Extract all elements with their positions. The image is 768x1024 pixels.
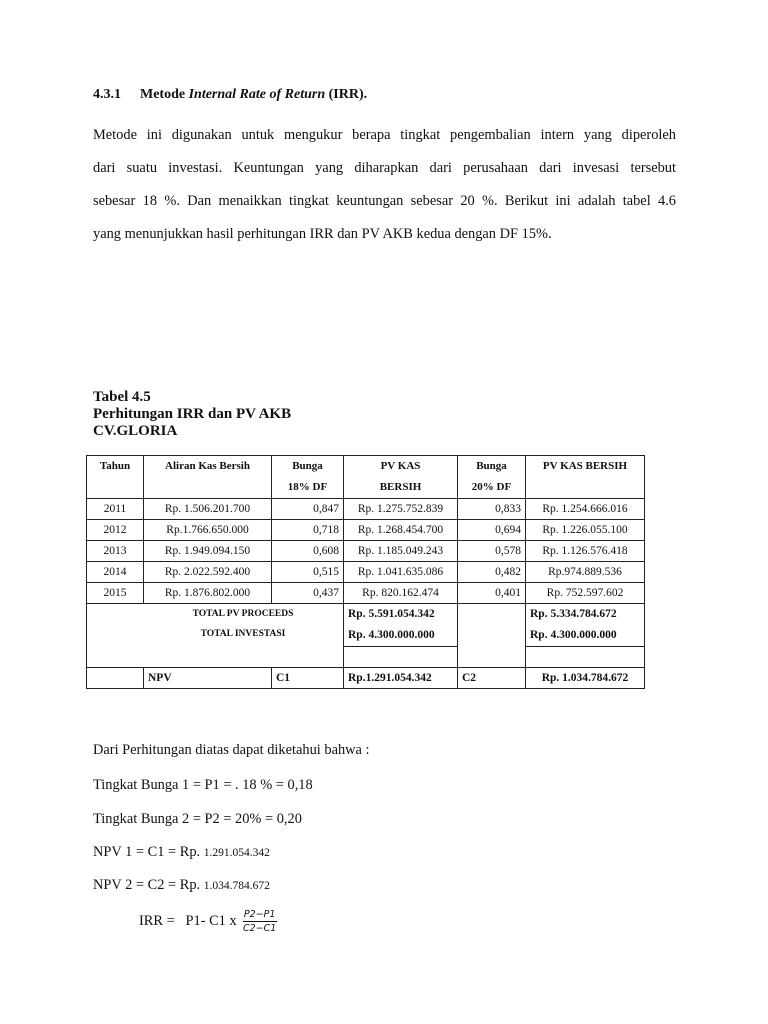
section-title-italic: Internal Rate of Return (188, 87, 326, 102)
total-investasi-18: Rp. 4.300.000.000 (348, 629, 435, 641)
header-pv-kas-bersih: PV KAS BERSIH (526, 456, 645, 499)
header-pv-kas: PV KAS BERSIH (344, 456, 458, 499)
total-pv-18: Rp. 5.591.054.342 (348, 608, 435, 620)
table-row (87, 520, 645, 541)
cell-df20: 0,401 (458, 583, 526, 604)
cell-df18: 0,608 (272, 541, 344, 562)
total-investasi-20: Rp. 4.300.000.000 (530, 629, 617, 641)
cell-pv20: Rp. 1.254.666.016 (526, 499, 645, 520)
cell-pv20: Rp. 1.226.055.100 (526, 520, 645, 541)
c2-label: C2 (458, 668, 526, 689)
irr-table (86, 455, 645, 689)
cell-aliran: Rp. 1.876.802.000 (144, 583, 272, 604)
c1-value: Rp.1.291.054.342 (344, 668, 458, 689)
npv-1-line (93, 844, 270, 861)
section-title-suffix: (IRR). (325, 87, 368, 102)
c1-label: C1 (272, 668, 344, 689)
irr-fraction (243, 909, 277, 934)
cell-aliran: Rp. 2.022.592.400 (144, 562, 272, 583)
irr-formula (139, 909, 277, 934)
intro-paragraph (93, 119, 676, 251)
total-empty-df20 (458, 604, 526, 668)
fraction-bar (243, 921, 277, 922)
cell-pv20: Rp.974.889.536 (526, 562, 645, 583)
table-row (87, 562, 645, 583)
irr-text: IRR = P1- C1 x (139, 913, 237, 929)
header-bunga-18: Bunga 18% DF (272, 456, 344, 499)
total-values-18 (344, 604, 458, 647)
npv-2-line (93, 877, 270, 894)
cell-df18: 0,437 (272, 583, 344, 604)
bunga-1-line: Tingkat Bunga 1 = P1 = . 18 % = 0,18 (93, 777, 313, 793)
cell-df18: 0,515 (272, 562, 344, 583)
cell-tahun: 2014 (87, 562, 144, 583)
cell-df20: 0,694 (458, 520, 526, 541)
cell-pv18: Rp. 820.162.474 (344, 583, 458, 604)
section-title-prefix: Metode (140, 87, 189, 102)
cell-pv18: Rp. 1.041.635.086 (344, 562, 458, 583)
npv-empty-cell (87, 668, 144, 689)
table-row (87, 541, 645, 562)
cell-df18: 0,847 (272, 499, 344, 520)
cell-aliran: Rp.1.766.650.000 (144, 520, 272, 541)
header-bunga-20: Bunga 20% DF (458, 456, 526, 499)
fraction-numerator: P2−P1 (243, 909, 276, 920)
table-title: Perhitungan IRR dan PV AKB (93, 406, 292, 422)
paragraph-line: sebesar 18 %. Dan menaikkan tingkat keuntungan sebesar 20 %. Berikut ini adalah tabel 4.6 (93, 193, 676, 209)
cell-df20: 0,578 (458, 541, 526, 562)
table-row (87, 583, 645, 604)
cell-tahun: 2011 (87, 499, 144, 520)
table-company: CV.GLORIA (93, 423, 178, 439)
cell-df18: 0,718 (272, 520, 344, 541)
cell-df20: 0,482 (458, 562, 526, 583)
cell-aliran: Rp. 1.506.201.700 (144, 499, 272, 520)
cell-pv20: Rp. 752.597.602 (526, 583, 645, 604)
table-header-row (87, 456, 645, 499)
npv-row (87, 668, 645, 689)
npv-2-value: 1.034.784.672 (203, 880, 270, 892)
cell-aliran: Rp. 1.949.094.150 (144, 541, 272, 562)
cell-tahun: 2012 (87, 520, 144, 541)
npv-1-value: 1.291.054.342 (203, 847, 270, 859)
table-caption (93, 389, 291, 440)
fraction-denominator: C2−C1 (243, 923, 277, 934)
table-number: Tabel 4.5 (93, 389, 151, 405)
total-pv-20: Rp. 5.334.784.672 (530, 608, 617, 620)
total-values-20 (526, 604, 645, 647)
total-labels (87, 604, 344, 668)
total-pv-label: TOTAL PV PROCEEDS (192, 609, 294, 619)
paragraph-line: yang menunjukkan hasil perhitungan IRR dan PV AKB kedua dengan DF 15%. (93, 226, 552, 242)
total-row (87, 604, 645, 647)
cell-tahun: 2013 (87, 541, 144, 562)
cell-pv18: Rp. 1.268.454.700 (344, 520, 458, 541)
c2-value: Rp. 1.034.784.672 (526, 668, 645, 689)
paragraph-line: Metode ini digunakan untuk mengukur berapa tingkat pengembalian intern yang diperoleh (93, 127, 676, 143)
npv-2-prefix: NPV 2 = C2 = Rp. (93, 877, 201, 893)
section-number: 4.3.1 (93, 87, 121, 102)
total-investasi-label: TOTAL INVESTASI (200, 629, 286, 639)
header-tahun: Tahun (87, 456, 144, 499)
cell-df20: 0,833 (458, 499, 526, 520)
cell-pv20: Rp. 1.126.576.418 (526, 541, 645, 562)
cell-pv18: Rp. 1.275.752.839 (344, 499, 458, 520)
spacer-cell (344, 647, 458, 668)
spacer-cell (526, 647, 645, 668)
table-row (87, 499, 645, 520)
cell-tahun: 2015 (87, 583, 144, 604)
bunga-2-line: Tingkat Bunga 2 = P2 = 20% = 0,20 (93, 811, 302, 827)
header-aliran: Aliran Kas Bersih (144, 456, 272, 499)
conclusion-intro: Dari Perhitungan diatas dapat diketahui bahwa : (93, 742, 370, 758)
section-heading (93, 87, 367, 103)
cell-pv18: Rp. 1.185.049.243 (344, 541, 458, 562)
paragraph-line: dari suatu investasi. Keuntungan yang diharapkan dari perusahaan dari invesasi tersebut (93, 160, 676, 176)
npv-label: NPV (144, 668, 272, 689)
npv-1-prefix: NPV 1 = C1 = Rp. (93, 844, 201, 860)
